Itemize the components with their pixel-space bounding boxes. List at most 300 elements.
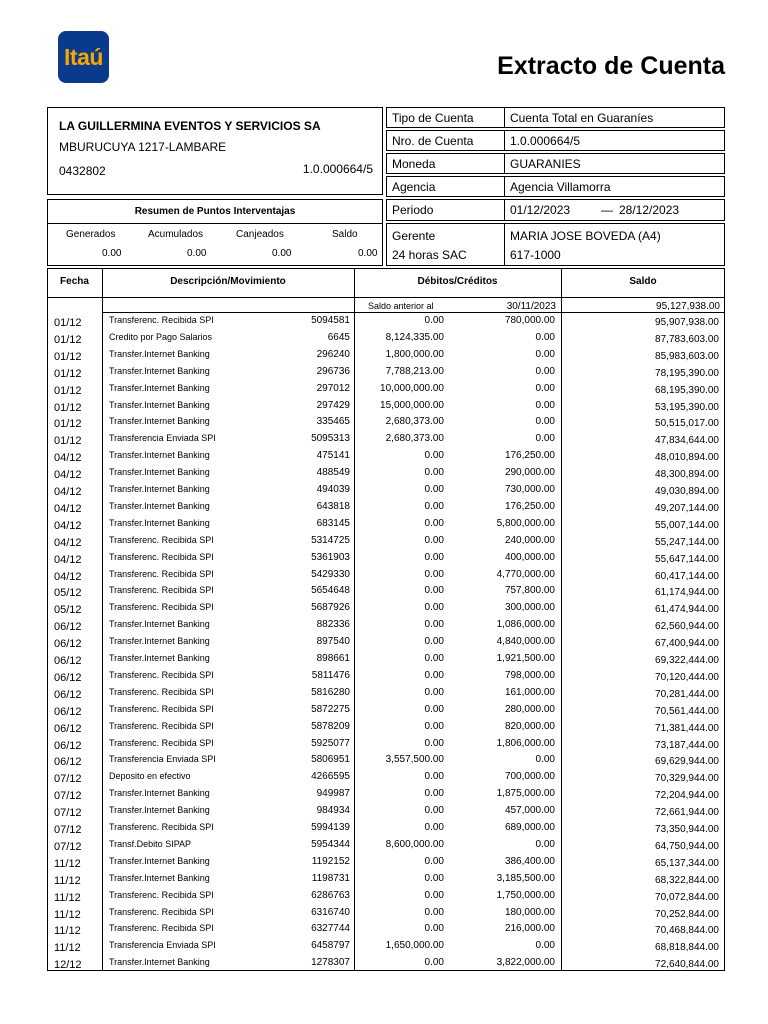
row-descripcion: Transferenc. Recibida SPI (109, 568, 214, 579)
row-referencia: 643818 (316, 500, 350, 512)
row-fecha: 04/12 (54, 553, 82, 566)
row-descripcion: Transfer.Internet Banking (109, 484, 210, 494)
value-moneda: GUARANIES (504, 153, 725, 174)
opening-label: Saldo anterior al (368, 301, 434, 311)
row-descripcion: Transferenc. Recibida SPI (109, 822, 214, 832)
row-referencia: 5094581 (311, 315, 350, 326)
row-referencia: 1198731 (311, 872, 350, 884)
client-name: LA GUILLERMINA EVENTOS Y SERVICIOS SA (59, 119, 321, 133)
row-debito: 0.00 (424, 805, 444, 817)
row-debito: 0.00 (424, 855, 444, 867)
row-saldo: 70,120,444.00 (655, 671, 719, 683)
row-credito: 0.00 (535, 838, 555, 850)
row-referencia: 1192152 (311, 855, 350, 867)
row-fecha: 04/12 (54, 570, 82, 583)
row-saldo: 70,561,444.00 (655, 705, 719, 717)
row-credito: 5,800,000.00 (496, 517, 555, 529)
points-title-box (47, 199, 383, 224)
manager-labels (386, 223, 505, 266)
row-credito: 0.00 (535, 331, 555, 343)
table-row (47, 854, 725, 871)
row-descripcion: Transferencia Enviada SPI (109, 754, 216, 765)
manager-values (504, 223, 725, 266)
row-debito: 0.00 (424, 602, 444, 614)
row-referencia: 5687926 (311, 602, 350, 614)
row-descripcion: Transferencia Enviada SPI (109, 940, 216, 951)
row-credito: 4,840,000.00 (496, 636, 555, 648)
row-referencia: 1278307 (311, 957, 350, 969)
row-credito: 457,000.00 (504, 805, 555, 817)
header-fecha: Fecha (60, 276, 89, 287)
row-credito: 0.00 (535, 399, 555, 411)
row-fecha: 01/12 (54, 317, 82, 329)
label-gerente: Gerente (392, 229, 436, 243)
row-saldo: 49,030,894.00 (655, 486, 719, 497)
label-sac: 24 horas SAC (392, 248, 467, 262)
row-referencia: 297012 (316, 382, 350, 394)
row-referencia: 897540 (316, 636, 350, 648)
row-descripcion: Transfer.Internet Banking (109, 872, 210, 883)
table-row (47, 431, 725, 448)
table-row (47, 905, 725, 922)
row-credito: 176,250.00 (504, 500, 555, 512)
table-row (47, 651, 725, 668)
value-tipo-cuenta: Cuenta Total en Guaraníes (504, 107, 725, 128)
row-descripcion: Deposito en efectivo (109, 771, 191, 782)
row-referencia: 5954344 (311, 838, 350, 850)
row-credito: 820,000.00 (504, 720, 555, 732)
row-debito: 0.00 (424, 517, 444, 529)
row-fecha: 11/12 (54, 857, 81, 870)
table-row (47, 465, 725, 482)
row-debito: 8,600,000.00 (385, 838, 444, 850)
label-nro-cuenta: Nro. de Cuenta (386, 130, 505, 151)
row-descripcion: Transferenc. Recibida SPI (109, 737, 214, 748)
row-debito: 0.00 (424, 923, 444, 935)
row-fecha: 11/12 (54, 891, 81, 904)
row-saldo: 60,417,144.00 (655, 570, 719, 582)
row-descripcion: Credito por Pago Salarios (109, 331, 213, 342)
value-periodo (504, 199, 725, 221)
row-credito: 3,185,500.00 (496, 872, 555, 884)
table-row (47, 414, 725, 431)
row-fecha: 07/12 (54, 807, 82, 820)
row-descripcion: Transfer.Internet Banking (109, 450, 210, 461)
table-row (47, 820, 725, 837)
row-debito: 0.00 (424, 619, 444, 631)
row-fecha: 01/12 (54, 333, 82, 346)
table-row (47, 752, 725, 769)
row-saldo: 69,629,944.00 (655, 756, 719, 768)
row-debito: 0.00 (424, 788, 444, 800)
table-row (47, 888, 725, 905)
row-descripcion: Transfer.Internet Banking (109, 788, 210, 799)
row-fecha: 04/12 (54, 452, 82, 465)
points-header-canjeados: Canjeados (236, 229, 284, 240)
row-saldo: 48,300,894.00 (655, 469, 719, 481)
row-descripcion: Transfer.Internet Banking (109, 500, 210, 511)
row-fecha: 06/12 (54, 655, 82, 667)
row-saldo: 49,207,144.00 (655, 502, 719, 514)
table-row (47, 617, 725, 634)
row-credito: 290,000.00 (504, 467, 555, 479)
row-credito: 1,750,000.00 (496, 889, 555, 901)
row-referencia: 683145 (316, 517, 350, 529)
row-debito: 0.00 (424, 450, 444, 462)
row-descripcion: Transf.Debito SIPAP (109, 838, 192, 849)
row-saldo: 87,783,603.00 (655, 333, 719, 345)
row-debito: 0.00 (424, 822, 444, 833)
row-credito: 1,086,000.00 (496, 619, 555, 631)
row-debito: 0.00 (424, 467, 444, 479)
row-referencia: 296240 (316, 348, 350, 360)
table-row (47, 685, 725, 702)
row-credito: 386,400.00 (504, 855, 555, 867)
row-referencia: 949987 (316, 788, 350, 800)
row-referencia: 5878209 (311, 720, 350, 732)
row-fecha: 11/12 (54, 942, 81, 955)
row-debito: 7,788,213.00 (385, 365, 444, 377)
row-referencia: 5925077 (311, 737, 350, 749)
row-credito: 400,000.00 (504, 551, 555, 563)
row-fecha: 06/12 (54, 705, 82, 718)
row-debito: 0.00 (424, 534, 444, 546)
row-referencia: 5361903 (311, 551, 350, 563)
itau-logo: Itaú (58, 31, 109, 83)
row-fecha: 06/12 (54, 671, 82, 684)
row-saldo: 72,661,944.00 (655, 807, 719, 819)
row-debito: 0.00 (424, 585, 444, 597)
header-saldo: Saldo (629, 276, 657, 287)
row-debito: 3,557,500.00 (385, 754, 444, 766)
row-credito: 757,800.00 (504, 585, 555, 597)
row-saldo: 71,381,444.00 (655, 722, 719, 734)
row-credito: 300,000.00 (504, 602, 555, 614)
row-descripcion: Transferenc. Recibida SPI (109, 534, 214, 545)
row-fecha: 11/12 (54, 925, 81, 938)
row-referencia: 488549 (316, 467, 350, 479)
row-fecha: 06/12 (54, 739, 82, 752)
row-descripcion: Transfer.Internet Banking (109, 517, 210, 528)
row-debito: 10,000,000.00 (380, 382, 444, 394)
row-fecha: 01/12 (54, 401, 82, 414)
row-debito: 0.00 (424, 957, 444, 969)
points-value-canjeados: 0.00 (272, 248, 292, 259)
row-debito: 1,800,000.00 (385, 348, 444, 360)
table-row (47, 499, 725, 516)
table-row (47, 398, 725, 415)
row-referencia: 5811476 (311, 669, 350, 681)
table-row (47, 634, 725, 651)
row-saldo: 70,252,844.00 (655, 908, 719, 920)
row-fecha: 07/12 (54, 824, 82, 836)
row-descripcion: Transfer.Internet Banking (109, 467, 210, 478)
row-credito: 161,000.00 (504, 686, 555, 698)
row-debito: 0.00 (424, 484, 444, 495)
table-row (47, 364, 725, 381)
row-descripcion: Transfer.Internet Banking (109, 416, 210, 427)
row-saldo: 62,560,944.00 (655, 621, 719, 633)
row-saldo: 69,322,444.00 (655, 655, 719, 666)
table-row (47, 786, 725, 803)
table-row (47, 938, 725, 955)
row-debito: 15,000,000.00 (380, 399, 444, 411)
row-saldo: 47,834,644.00 (655, 435, 719, 447)
manager-name: MARIA JOSE BOVEDA (A4) (510, 229, 661, 243)
row-saldo: 55,007,144.00 (655, 519, 719, 531)
row-fecha: 01/12 (54, 367, 82, 380)
row-fecha: 12/12 (54, 959, 82, 972)
row-debito: 2,680,373.00 (385, 416, 444, 428)
row-referencia: 6327744 (311, 923, 350, 935)
row-referencia: 882336 (316, 619, 350, 631)
row-credito: 216,000.00 (504, 923, 555, 935)
row-saldo: 68,818,844.00 (655, 942, 719, 954)
table-row (47, 550, 725, 567)
row-saldo: 68,322,844.00 (655, 874, 719, 886)
row-referencia: 494039 (316, 484, 350, 495)
table-row (47, 769, 725, 786)
row-saldo: 73,350,944.00 (655, 824, 719, 835)
row-debito: 0.00 (424, 568, 444, 580)
row-credito: 4,770,000.00 (496, 568, 555, 580)
row-saldo: 61,474,944.00 (655, 604, 719, 616)
row-descripcion: Transfer.Internet Banking (109, 855, 210, 866)
row-saldo: 68,195,390.00 (655, 384, 719, 396)
row-saldo: 67,400,944.00 (655, 638, 719, 650)
table-row (47, 871, 725, 888)
row-saldo: 53,195,390.00 (655, 401, 719, 413)
row-referencia: 335465 (316, 416, 350, 428)
row-credito: 0.00 (535, 940, 555, 952)
row-saldo: 72,204,944.00 (655, 790, 719, 802)
row-credito: 280,000.00 (504, 703, 555, 715)
label-moneda: Moneda (386, 153, 505, 174)
table-row (47, 668, 725, 685)
row-debito: 1,650,000.00 (385, 940, 444, 952)
row-credito: 730,000.00 (504, 484, 555, 495)
row-fecha: 06/12 (54, 688, 82, 701)
row-saldo: 65,137,344.00 (655, 857, 719, 869)
table-row (47, 516, 725, 533)
row-descripcion: Transferenc. Recibida SPI (109, 315, 214, 325)
table-row (47, 533, 725, 550)
row-descripcion: Transferenc. Recibida SPI (109, 602, 214, 613)
row-saldo: 78,195,390.00 (655, 367, 719, 379)
row-credito: 180,000.00 (504, 906, 555, 918)
row-fecha: 06/12 (54, 621, 82, 634)
header-descripcion: Descripción/Movimiento (170, 276, 286, 287)
row-credito: 700,000.00 (504, 771, 555, 783)
row-fecha: 11/12 (54, 908, 81, 921)
row-credito: 0.00 (535, 416, 555, 428)
points-title: Resumen de Puntos Interventajas (134, 206, 296, 217)
row-saldo: 95,907,938.00 (655, 317, 719, 328)
row-fecha: 07/12 (54, 790, 82, 803)
table-row (47, 803, 725, 820)
row-referencia: 5654648 (311, 585, 350, 597)
table-row (47, 837, 725, 854)
row-referencia: 5994139 (311, 822, 350, 833)
row-fecha: 04/12 (54, 502, 82, 515)
header-debcred: Débitos/Créditos (417, 276, 498, 287)
row-debito: 0.00 (424, 686, 444, 698)
points-value-saldo: 0.00 (358, 248, 378, 259)
period-separator: — (601, 203, 613, 217)
row-descripcion: Transferenc. Recibida SPI (109, 906, 214, 917)
row-referencia: 475141 (316, 450, 350, 462)
row-descripcion: Transferenc. Recibida SPI (109, 889, 214, 900)
client-code: 0432802 (59, 164, 106, 178)
row-fecha: 04/12 (54, 519, 82, 532)
value-nro-cuenta: 1.0.000664/5 (504, 130, 725, 151)
row-descripcion: Transfer.Internet Banking (109, 957, 210, 968)
row-saldo: 85,983,603.00 (655, 350, 719, 362)
table-row (47, 313, 725, 330)
table-row (47, 583, 725, 600)
row-saldo: 50,515,017.00 (655, 418, 719, 430)
row-fecha: 01/12 (54, 384, 82, 397)
row-debito: 0.00 (424, 703, 444, 715)
row-referencia: 296736 (316, 365, 350, 377)
row-debito: 0.00 (424, 551, 444, 563)
row-descripcion: Transferencia Enviada SPI (109, 433, 216, 444)
opening-balance: 95,127,938.00 (656, 301, 720, 312)
table-row (47, 921, 725, 938)
header-divider (47, 297, 725, 298)
value-agencia: Agencia Villamorra (504, 176, 725, 197)
row-saldo: 70,281,444.00 (655, 688, 719, 700)
row-descripcion: Transferenc. Recibida SPI (109, 551, 214, 562)
points-header-acumulados: Acumulados (148, 229, 204, 240)
table-row (47, 567, 725, 584)
row-fecha: 01/12 (54, 350, 82, 363)
row-referencia: 4266595 (311, 771, 350, 783)
row-debito: 2,680,373.00 (385, 433, 444, 445)
row-credito: 1,921,500.00 (496, 653, 555, 664)
table-row (47, 482, 725, 499)
row-referencia: 5872275 (311, 703, 350, 715)
row-referencia: 5429330 (311, 568, 350, 580)
row-saldo: 70,072,844.00 (655, 891, 719, 903)
opening-date: 30/11/2023 (506, 301, 556, 312)
row-debito: 0.00 (424, 872, 444, 884)
row-referencia: 297429 (316, 399, 350, 411)
row-referencia: 6316740 (311, 906, 350, 918)
row-descripcion: Transferenc. Recibida SPI (109, 686, 214, 697)
row-referencia: 984934 (316, 805, 350, 817)
row-fecha: 06/12 (54, 756, 82, 769)
row-fecha: 05/12 (54, 587, 82, 600)
document-title: Extracto de Cuenta (497, 52, 725, 80)
row-descripcion: Transfer.Internet Banking (109, 382, 210, 393)
row-debito: 0.00 (424, 669, 444, 681)
row-referencia: 5816280 (311, 686, 350, 698)
row-descripcion: Transferenc. Recibida SPI (109, 669, 214, 680)
row-descripcion: Transferenc. Recibida SPI (109, 923, 214, 934)
points-header-saldo: Saldo (332, 229, 358, 240)
table-row (47, 719, 725, 736)
row-fecha: 06/12 (54, 638, 82, 651)
label-tipo-cuenta: Tipo de Cuenta (386, 107, 505, 128)
period-from: 01/12/2023 (510, 203, 571, 217)
row-referencia: 6645 (327, 331, 350, 343)
row-fecha: 11/12 (54, 874, 81, 887)
table-row (47, 330, 725, 347)
row-debito: 0.00 (424, 500, 444, 512)
client-box (47, 107, 383, 195)
row-descripcion: Transfer.Internet Banking (109, 619, 210, 630)
row-fecha: 04/12 (54, 486, 82, 498)
row-debito: 0.00 (424, 720, 444, 732)
row-descripcion: Transfer.Internet Banking (109, 348, 210, 359)
label-periodo: Periodo (386, 199, 505, 221)
row-descripcion: Transferenc. Recibida SPI (109, 585, 214, 596)
row-debito: 0.00 (424, 636, 444, 648)
row-descripcion: Transfer.Internet Banking (109, 365, 210, 376)
row-credito: 176,250.00 (504, 450, 555, 462)
table-row (47, 600, 725, 617)
table-row (47, 955, 725, 972)
period-to: 28/12/2023 (619, 203, 680, 217)
row-saldo: 72,640,844.00 (655, 959, 719, 971)
client-address: MBURUCUYA 1217-LAMBARE (59, 140, 227, 154)
row-referencia: 5314725 (311, 534, 350, 546)
table-row (47, 702, 725, 719)
row-saldo: 61,174,944.00 (655, 587, 719, 599)
row-saldo: 70,468,844.00 (655, 925, 719, 937)
row-credito: 1,806,000.00 (496, 737, 555, 749)
row-debito: 0.00 (424, 737, 444, 749)
row-descripcion: Transferenc. Recibida SPI (109, 703, 214, 714)
row-saldo: 70,329,944.00 (655, 773, 719, 785)
points-value-generados: 0.00 (102, 248, 122, 259)
row-referencia: 898661 (316, 653, 350, 664)
points-header-generados: Generados (66, 229, 116, 240)
row-credito: 3,822,000.00 (496, 957, 555, 969)
row-credito: 0.00 (535, 433, 555, 445)
row-descripcion: Transfer.Internet Banking (109, 399, 210, 410)
row-credito: 0.00 (535, 348, 555, 360)
row-saldo: 48,010,894.00 (655, 452, 719, 464)
label-agencia: Agencia (386, 176, 505, 197)
row-referencia: 5095313 (311, 433, 350, 445)
row-credito: 0.00 (535, 365, 555, 377)
row-fecha: 07/12 (54, 840, 82, 853)
row-debito: 0.00 (424, 906, 444, 918)
row-referencia: 6286763 (311, 889, 350, 901)
row-descripcion: Transfer.Internet Banking (109, 653, 210, 663)
row-descripcion: Transfer.Internet Banking (109, 805, 210, 816)
row-fecha: 06/12 (54, 722, 82, 735)
row-debito: 8,124,335.00 (385, 331, 444, 343)
table-row (47, 736, 725, 753)
client-account-ref: 1.0.000664/5 (302, 162, 373, 176)
points-grid (47, 223, 383, 266)
row-fecha: 04/12 (54, 469, 82, 482)
row-fecha: 04/12 (54, 536, 82, 549)
row-saldo: 64,750,944.00 (655, 840, 719, 852)
row-credito: 1,875,000.00 (496, 788, 555, 800)
row-descripcion: Transferenc. Recibida SPI (109, 720, 214, 731)
sac-phone: 617-1000 (510, 248, 561, 262)
row-credito: 780,000.00 (504, 315, 555, 326)
points-value-acumulados: 0.00 (187, 248, 207, 259)
row-credito: 240,000.00 (504, 534, 555, 546)
row-descripcion: Transfer.Internet Banking (109, 636, 210, 647)
row-fecha: 07/12 (54, 773, 82, 786)
table-row (47, 381, 725, 398)
